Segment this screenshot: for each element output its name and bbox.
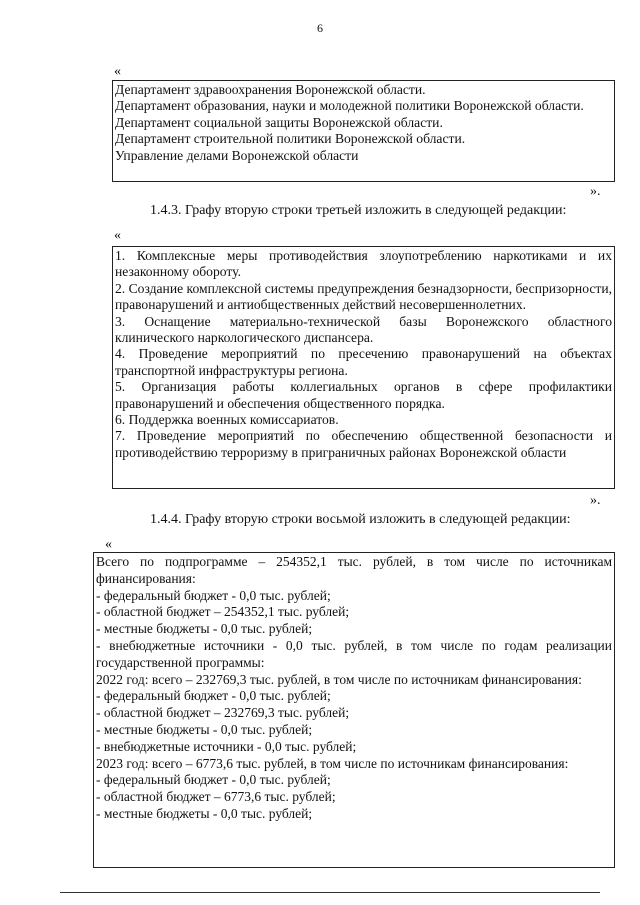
table-line: Всего по подпрограмме – 254352,1 тыс. рублей, в том числе по источникам финансирования:	[96, 554, 612, 586]
table-measures	[112, 246, 615, 489]
table-line: - федеральный бюджет - 0,0 тыс. рублей;	[96, 587, 331, 603]
open-quote-2: «	[114, 228, 121, 243]
table-line: - местные бюджеты - 0,0 тыс. рублей;	[96, 721, 313, 737]
table-line: - внебюджетные источники - 0,0 тыс. рублей;	[96, 738, 357, 754]
page-bottom-divider	[60, 892, 600, 893]
table-line: Департамент социальной защиты Воронежской области.	[115, 114, 443, 130]
open-quote-1: «	[114, 64, 121, 79]
page-number: 6	[317, 21, 323, 35]
open-quote-3: «	[105, 537, 112, 552]
table-line: 3. Оснащение материально-технической базы Воронежского областного клинического наркологического диспансера.	[115, 313, 612, 346]
table-line: Управление делами Воронежской области	[115, 147, 359, 163]
close-quote-1: ».	[590, 184, 601, 199]
table-line: 5. Организация работы коллегиальных органов в сфере профилактики правонарушений и обеспечения общественного порядка.	[115, 379, 612, 411]
table-line: Департамент здравоохранения Воронежской области.	[115, 82, 426, 97]
table-departments	[112, 80, 615, 182]
heading-1-4-4: 1.4.4. Графу вторую строки восьмой изложить в следующей редакции:	[150, 512, 571, 527]
table-line: - областной бюджет – 232769,3 тыс. рублей;	[96, 705, 350, 721]
heading-1-4-3: 1.4.3. Графу вторую строки третьей изложить в следующей редакции:	[150, 203, 567, 218]
table-line: - федеральный бюджет - 0,0 тыс. рублей;	[96, 688, 331, 704]
table-line: - областной бюджет – 6773,6 тыс. рублей;	[96, 789, 336, 805]
table-line: 2023 год: всего – 6773,6 тыс. рублей, в том числе по источникам финансирования:	[96, 755, 569, 771]
table-line: 1. Комплексные меры противодействия злоупотреблению наркотиками и их незаконному обороту.	[115, 248, 612, 280]
table-line: - местные бюджеты - 0,0 тыс. рублей;	[96, 805, 313, 821]
table-line: - внебюджетные источники - 0,0 тыс. рублей, в том числе по годам реализации государственной программы:	[96, 637, 612, 670]
table-line: - федеральный бюджет - 0,0 тыс. рублей;	[96, 772, 331, 788]
table-line: 2022 год: всего – 232769,3 тыс. рублей, в том числе по источникам финансирования:	[96, 671, 582, 687]
close-quote-2: ».	[590, 493, 601, 508]
table-financing	[93, 552, 615, 868]
table-line: 4. Проведение мероприятий по пресечению правонарушений на объектах транспортной инфраструктуры региона.	[115, 346, 612, 378]
table-line: Департамент строительной политики Воронежской области.	[115, 131, 466, 147]
table-line: - областной бюджет – 254352,1 тыс. рублей;	[96, 604, 350, 620]
table-line: 6. Поддержка военных комиссариатов.	[115, 412, 339, 428]
table-line: 2. Создание комплексной системы предупреждения безнадзорности, беспризорности, правонарушений и антиобщественных действий несовершеннолетних.	[115, 280, 612, 313]
table-line: Департамент образования, науки и молодежной политики Воронежской области.	[115, 98, 584, 114]
table-line: 7. Проведение мероприятий по обеспечению общественной безопасности и противодействию терроризму в приграничных районах Воронежской области	[115, 428, 612, 460]
table-line: - местные бюджеты - 0,0 тыс. рублей;	[96, 621, 313, 637]
